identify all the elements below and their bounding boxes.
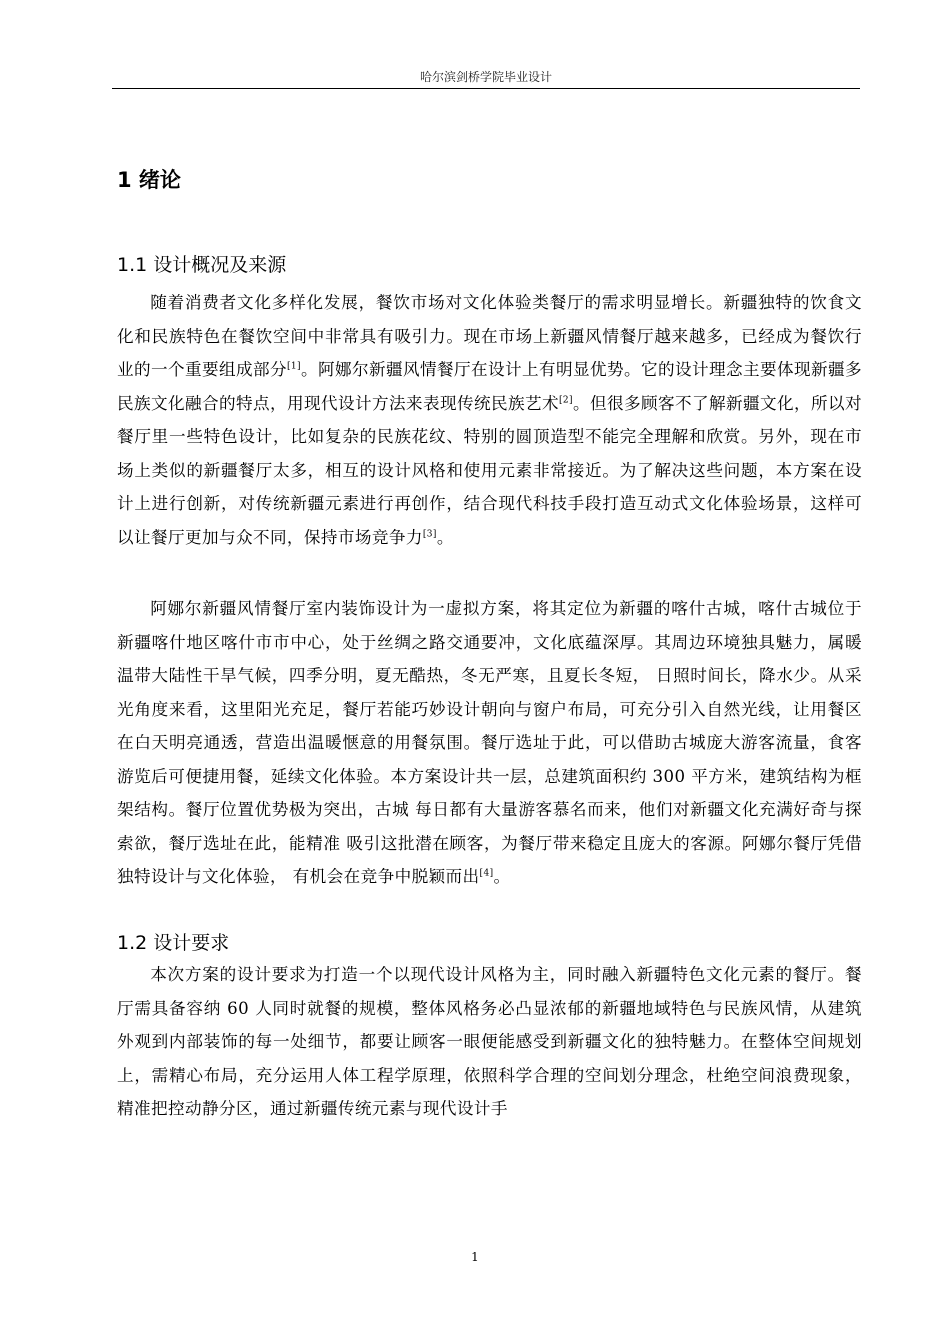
body-paragraph xyxy=(117,286,862,554)
body-paragraph xyxy=(117,958,862,1126)
paragraph-text: 。阿娜尔新疆风情餐厅在设计上有明显优势。它的设计理念主要体现新疆多民族文化融合的特点，用现代设计方法来表现传统民族艺术 xyxy=(117,360,863,413)
paragraph-text: 阿娜尔新疆风情餐厅室内装饰设计为一虚拟方案，将其定位为新疆的喀什古城，喀什古城位于新疆喀什地区喀什市市中心，处于丝绸之路交通要冲，文化底蕴深厚。其周边环境独具魅力，属暖温带大陆性干旱气候，四季分明，夏无酷热，冬无严寒，且夏长冬短， 日照时间长，降水少。从采光角度来看，这里阳光充足，餐厅若能巧妙设计朝向与窗户布局，可充分引入自然光线，让用餐区在白天明亮通透，营造出温暖惬意的用餐氛围。餐厅选址于此，可以借助古城庞大游客流量，食客游览后可便捷用餐，延续文化体验。本方案设计共一层，总建筑面积约 300 平方米，建筑结构为框架结构。餐厅位置优势极为突出，古城 每日都有大量游客慕名而来，他们对新疆文化充满好奇与探索欲，餐厅选址在此，能精准 吸引这批潜在顾客，为餐厅带来稳定且庞大的客源。阿娜尔餐厅凭借独特设计与文化体验， 有机会在竞争中脱颖而出 xyxy=(117,599,862,886)
paragraph-text: 本次方案的设计要求为打造一个以现代设计风格为主，同时融入新疆特色文化元素的餐厅。餐厅需具备容纳 60 人同时就餐的规模，整体风格务必凸显浓郁的新疆地域特色与民族风情，从建筑外观到内部装饰的每一处细节，都要让顾客一眼便能感受到新疆文化的独特魅力。在整体空间规划上，需精心布局，充分运用人体工程学原理，依照科学合理的空间划分理念，杜绝空间浪费现象，精准把控动静分区，通过新疆传统元素与现代设计手 xyxy=(117,965,862,1118)
paragraph-text: 随着消费者文化多样化发展，餐饮市场对文化体验类餐厅的需求明显增长。新疆独特的饮食文化和民族特色在餐饮空间中非常具有吸引力。现在市场上新疆风情餐厅越来越多，已经成为餐饮行业的一个重要组成部分 xyxy=(117,293,862,379)
paragraph-text: 。 xyxy=(493,867,511,886)
paragraph-text: 。但很多顾客不了解新疆文化，所以对餐厅里一些特色设计，比如复杂的民族花纹、特别的圆顶造型不能完全理解和欣赏。另外，现在市场上类似的新疆餐厅太多，相互的设计风格和使用元素非常接近。为了解决这些问题，本方案在设计上进行创新，对传统新疆元素进行再创作，结合现代科技手段打造互动式文化体验场景，这样可以让餐厅更加与众不同，保持市场竞争力 xyxy=(117,393,862,547)
citation-ref: [1] xyxy=(287,361,301,372)
page-header: 哈尔滨剑桥学院毕业设计 xyxy=(419,70,552,84)
paragraph-text: 。 xyxy=(436,527,454,547)
section-title-1-2: 1.2 设计要求 xyxy=(117,932,230,954)
chapter-title: 1 绪论 xyxy=(117,168,181,192)
page-number: 1 xyxy=(471,1250,479,1264)
header-divider xyxy=(112,88,860,89)
section-title-1-1: 1.1 设计概况及来源 xyxy=(117,254,287,276)
citation-ref: [3] xyxy=(422,528,437,539)
body-paragraph xyxy=(117,592,862,894)
citation-ref: [2] xyxy=(559,394,573,405)
citation-ref: [4] xyxy=(479,868,494,879)
